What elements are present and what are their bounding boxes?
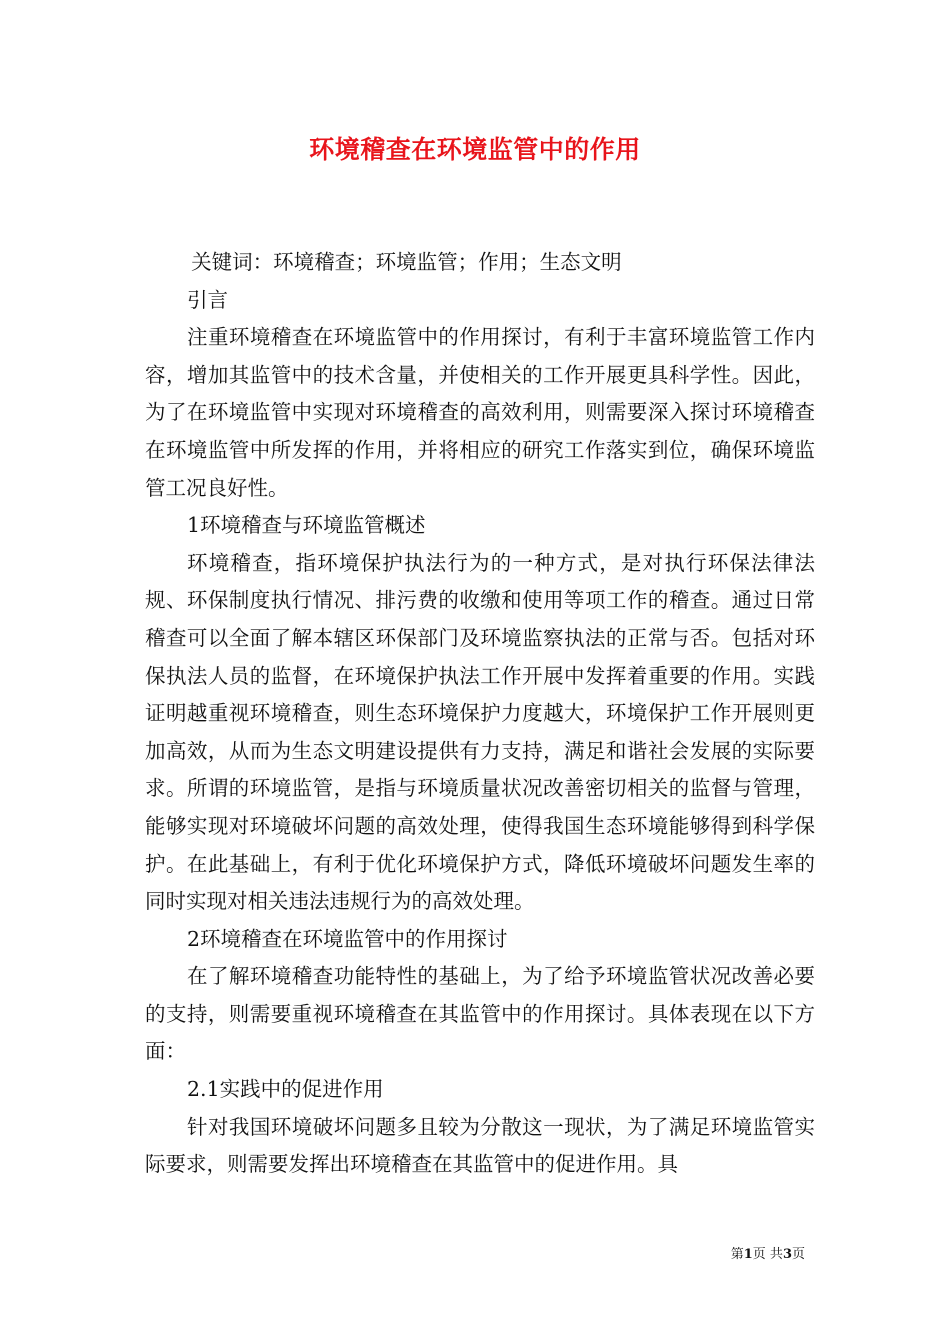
current-page-number: 1	[743, 1247, 753, 1262]
body-paragraph: 注重环境稽查在环境监管中的作用探讨，有利于丰富环境监管工作内容，增加其监管中的技术含量，并使相关的工作开展更具科学性。因此，为了在环境监管中实现对环境稽查的高效利用，则需要深入探讨环境稽查在环境监管中所发挥的作用，并将相应的研究工作落实到位，确保环境监管工况良好性。	[145, 325, 815, 500]
body-paragraph: 在了解环境稽查功能特性的基础上，为了给予环境监管状况改善必要的支持，则需要重视环境稽查在其监管中的作用探讨。具体表现在以下方面：	[145, 964, 815, 1064]
page-title: 环境稽查在环境监管中的作用	[309, 135, 641, 164]
document-body	[145, 244, 815, 1184]
footer-middle: 页 共	[752, 1247, 783, 1262]
page-number-footer	[731, 1246, 805, 1264]
section-heading-1: 1环境稽查与环境监管概述	[187, 513, 426, 538]
section-heading-2-1: 2.1实践中的促进作用	[187, 1077, 384, 1102]
footer-prefix: 第	[730, 1247, 744, 1262]
total-page-count: 3	[782, 1247, 792, 1262]
keywords-paragraph: 关键词：环境稽查；环境监管；作用；生态文明	[191, 250, 622, 274]
section-heading-introduction: 引言	[187, 287, 229, 312]
footer-suffix: 页	[791, 1247, 805, 1262]
body-paragraph: 环境稽查，指环境保护执法行为的一种方式，是对执行环保法律法规、环保制度执行情况、排污费的收缴和使用等项工作的稽查。通过日常稽查可以全面了解本辖区环保部门及环境监察执法的正常与否。包括对环保执法人员的监督，在环境保护执法工作开展中发挥着重要的作用。实践证明越重视环境稽查，则生态环境保护力度越大，环境保护工作开展则更加高效，从而为生态文明建设提供有力支持，满足和谐社会发展的实际要求。所谓的环境监管，是指与环境质量状况改善密切相关的监督与管理，能够实现对环境破坏问题的高效处理，使得我国生态环境能够得到科学保护。在此基础上，有利于优化环境保护方式，降低环境破坏问题发生率的同时实现对相关违法违规行为的高效处理。	[145, 550, 815, 914]
section-heading-2: 2环境稽查在环境监管中的作用探讨	[187, 926, 508, 951]
body-paragraph: 针对我国环境破坏问题多且较为分散这一现状，为了满足环境监管实际要求，则需要发挥出环境稽查在其监管中的促进作用。具	[145, 1114, 815, 1177]
